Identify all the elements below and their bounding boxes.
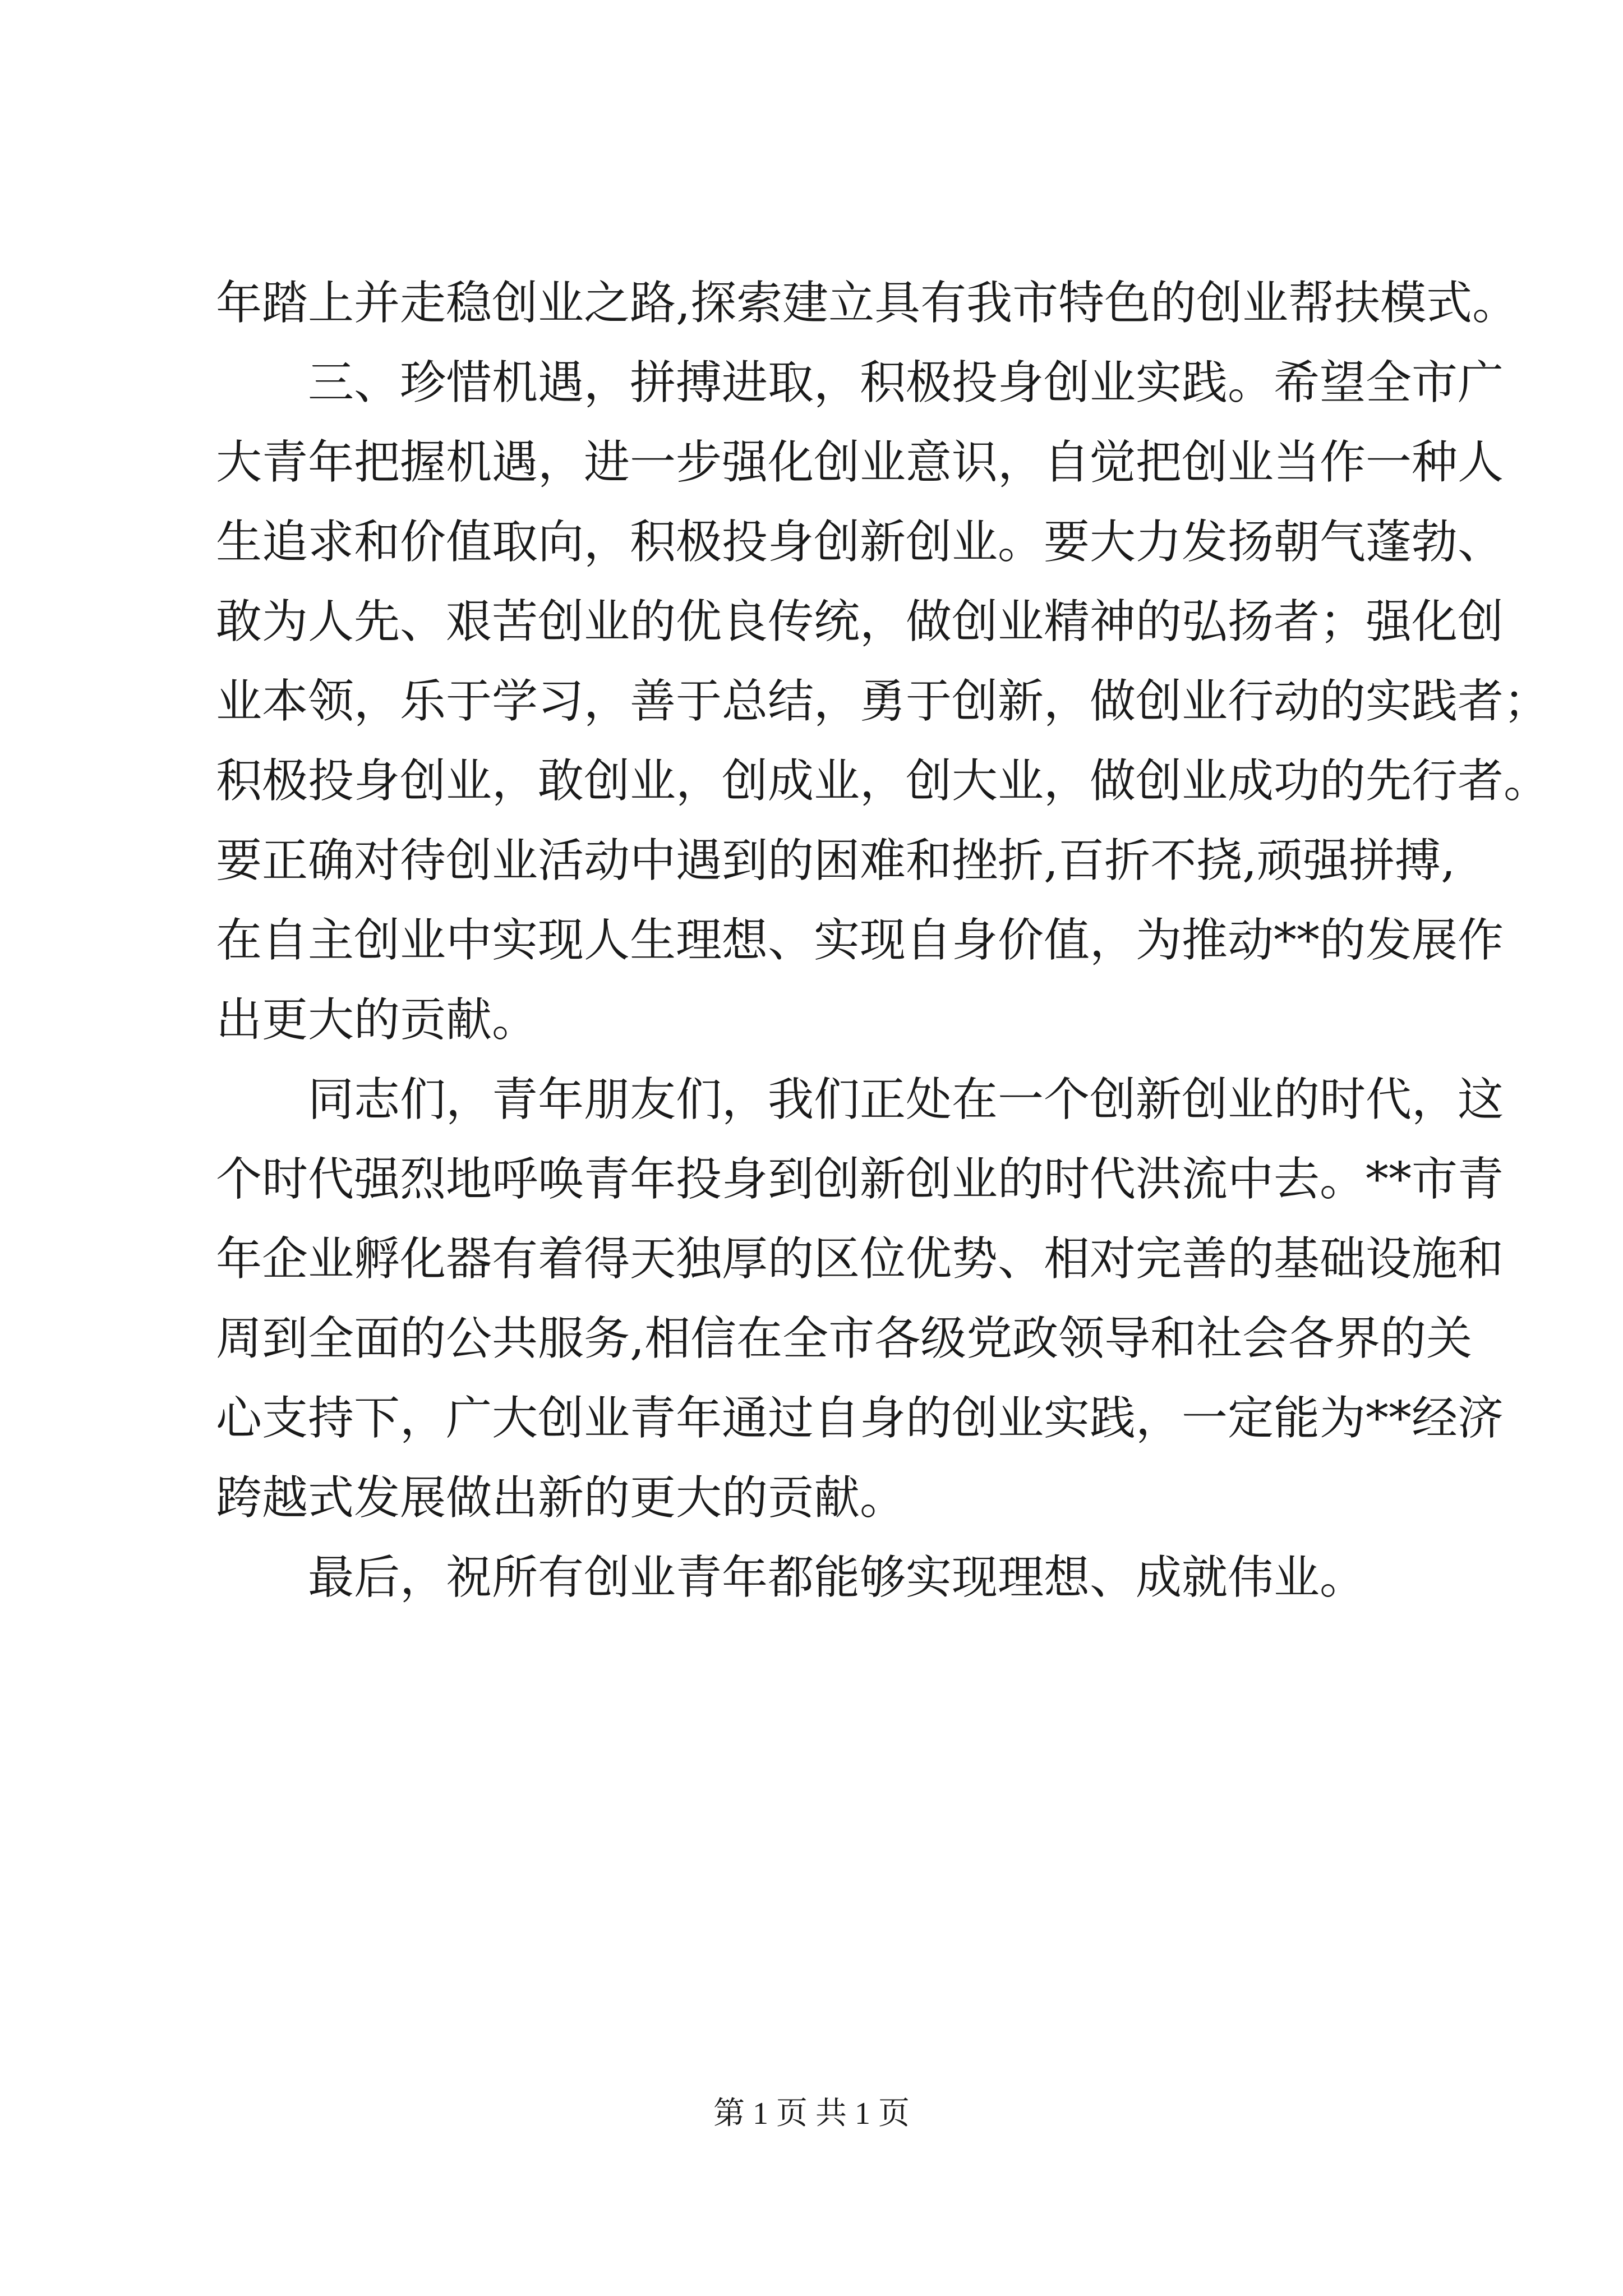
text-line: 业本领，乐于学习，善于总结，勇于创新，做创业行动的实践者； xyxy=(216,675,1550,728)
page-number-footer: 第 1 页 共 1 页 xyxy=(713,2096,910,2131)
text-line: 出更大的贡献。 xyxy=(216,993,538,1047)
document-body xyxy=(216,264,1550,1618)
paragraph-start-line: 同志们，青年朋友们，我们正处在一个创新创业的时代，这 xyxy=(308,1073,1504,1126)
text-line: 大青年把握机遇，进一步强化创业意识，自觉把创业当作一种人 xyxy=(216,436,1504,489)
paragraph-start-line: 三、珍惜机遇，拼搏进取，积极投身创业实践。希望全市广 xyxy=(308,356,1504,409)
text-line: 个时代强烈地呼唤青年投身到创新创业的时代洪流中去。**市青 xyxy=(216,1153,1504,1206)
text-line: 在自主创业中实现人生理想、实现自身价值，为推动**的发展作 xyxy=(216,914,1504,967)
text-line: 积极投身创业，敢创业，创成业，创大业，做创业成功的先行者。 xyxy=(216,754,1550,808)
text-line: 心支持下，广大创业青年通过自身的创业实践，一定能为**经济 xyxy=(216,1392,1504,1445)
text-line: 年企业孵化器有着得天独厚的区位优势、相对完善的基础设施和 xyxy=(216,1232,1504,1286)
paragraph-start-line: 最后，祝所有创业青年都能够实现理想、成就伟业。 xyxy=(308,1551,1366,1604)
text-line: 敢为人先、艰苦创业的优良传统，做创业精神的弘扬者；强化创 xyxy=(216,595,1504,648)
text-line: 年踏上并走稳创业之路,探索建立具有我市特色的创业帮扶模式。 xyxy=(216,277,1519,330)
text-line: 周到全面的公共服务,相信在全市各级党政领导和社会各界的关 xyxy=(216,1312,1473,1365)
text-line: 跨越式发展做出新的更大的贡献。 xyxy=(216,1471,906,1525)
text-line: 生追求和价值取向，积极投身创新创业。要大力发扬朝气蓬勃、 xyxy=(216,516,1504,569)
text-line: 要正确对待创业活动中遇到的困难和挫折,百折不挠,顽强拼搏, xyxy=(216,834,1456,887)
